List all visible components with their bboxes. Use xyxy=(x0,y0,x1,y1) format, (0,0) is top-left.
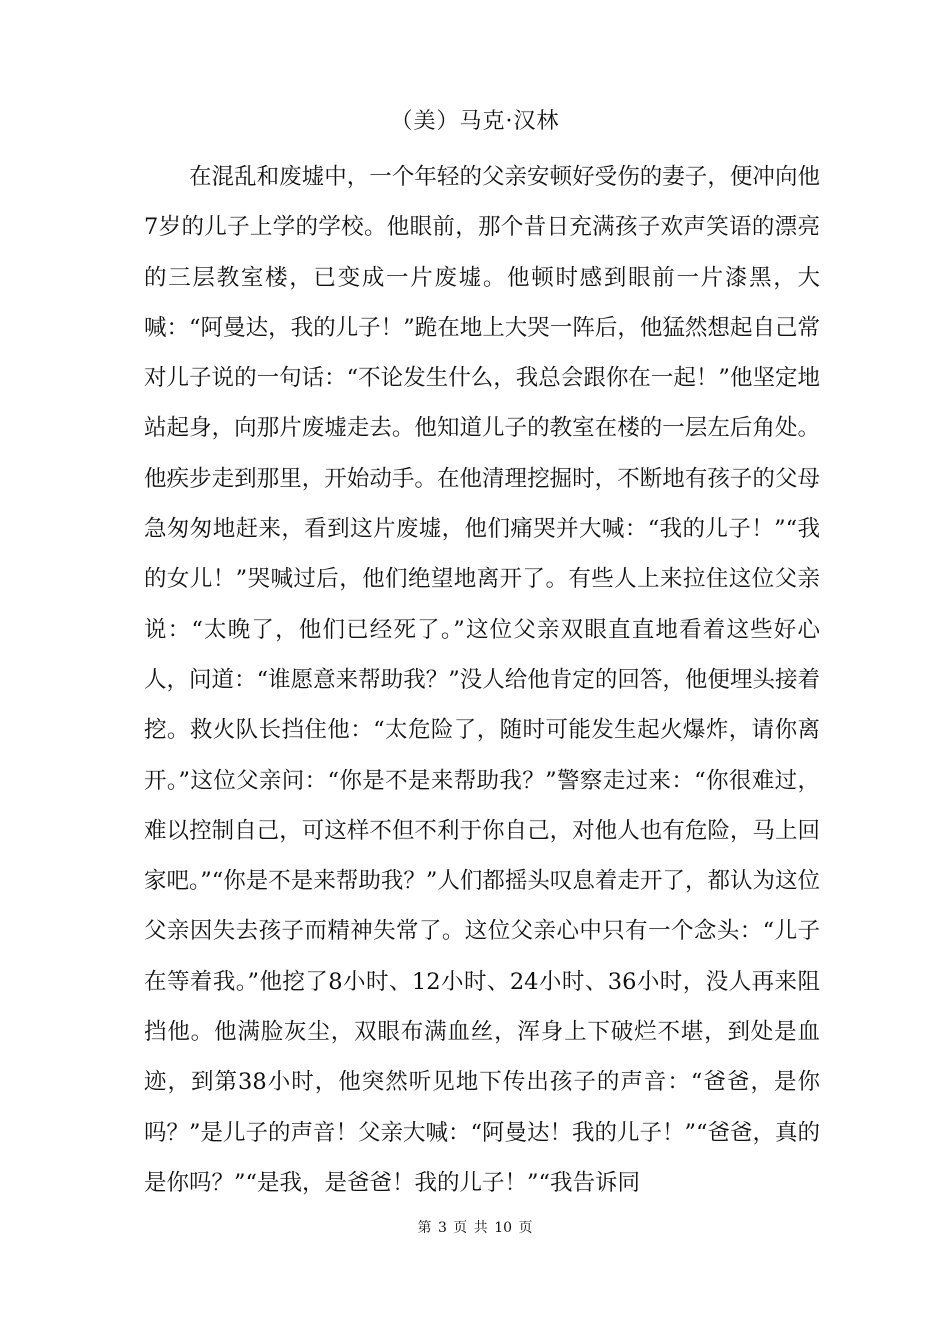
page-number-footer: 第 3 页 共 10 页 xyxy=(417,1220,533,1236)
author-line: （美）马克·汉林 xyxy=(390,109,560,134)
body-paragraph: 在混乱和废墟中，一个年轻的父亲安顿好受伤的妻子，便冲向他7岁的儿子上学的学校。他眼前，那个昔日充满孩子欢声笑语的漂亮的三层教室楼，已变成一片废墟。他顿时感到眼前一片漆黑，大喊：“阿曼达，我的儿子！”跪在地上大哭一阵后，他猛然想起自己常对儿子说的一句话：“不论发生什么，我总会跟你在一起！”他坚定地站起身，向那片废墟走去。他知道儿子的教室在楼的一层左后角处。他疾步走到那里，开始动手。在他清理挖掘时，不断地有孩子的父母急匆匆地赶来，看到这片废墟，他们痛哭并大喊：“我的儿子！”“我的女儿！”哭喊过后，他们绝望地离开了。有些人上来拉住这位父亲说：“太晚了，他们已经死了。”这位父亲双眼直直地看着这些好心人，问道：“谁愿意来帮助我？”没人给他肯定的回答，他便埋头接着挖。救火队长挡住他：“太危险了，随时可能发生起火爆炸，请你离开。”这位父亲问：“你是不是来帮助我？”警察走过来：“你很难过，难以控制自己，可这样不但不利于你自己，对他人也有危险，马上回家吧。”“你是不是来帮助我？”人们都摇头叹息着走开了，都认为这位父亲因失去孩子而精神失常了。这位父亲心中只有一个念头：“儿子在等着我。”他挖了8小时、12小时、24小时、36小时，没人再来阻挡他。他满脸灰尘，双眼布满血丝，浑身上下破烂不堪，到处是血迹，到第38小时，他突然听见地下传出孩子的声音：“爸爸，是你吗？”是儿子的声音！父亲大喊：“阿曼达！我的儿子！”“爸爸，真的是你吗？”“是我，是爸爸！我的儿子！”“我告诉同 xyxy=(144,164,821,1196)
